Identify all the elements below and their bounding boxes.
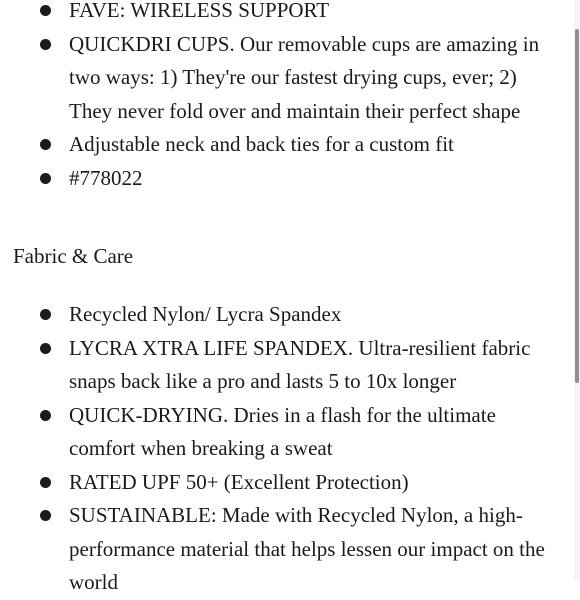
fabric-care-heading: Fabric & Care xyxy=(13,244,134,268)
features-list xyxy=(0,0,551,195)
list-item: Adjustable neck and back ties for a custom fit xyxy=(0,128,551,162)
list-item: RATED UPF 50+ (Excellent Protection) xyxy=(0,466,551,500)
vertical-scrollbar[interactable] xyxy=(574,0,580,580)
list-item: SUSTAINABLE: Made with Recycled Nylon, a high-performance material that helps lessen our impact on the world xyxy=(0,499,551,600)
list-item: FAVE: WIRELESS SUPPORT xyxy=(0,0,551,28)
list-item: QUICKDRI CUPS. Our removable cups are amazing in two ways: 1) They're our fastest drying cups, ever; 2) They never fold over and maintain their perfect shape xyxy=(0,28,551,129)
list-item: QUICK-DRYING. Dries in a flash for the ultimate comfort when breaking a sweat xyxy=(0,399,551,466)
fabric-care-list xyxy=(0,298,551,600)
list-item: LYCRA XTRA LIFE SPANDEX. Ultra-resilient fabric snaps back like a pro and lasts 5 to 10x longer xyxy=(0,332,551,399)
list-item: Recycled Nylon/ Lycra Spandex xyxy=(0,298,551,332)
scrollbar-thumb[interactable] xyxy=(575,29,579,383)
list-item: #778022 xyxy=(0,162,551,196)
